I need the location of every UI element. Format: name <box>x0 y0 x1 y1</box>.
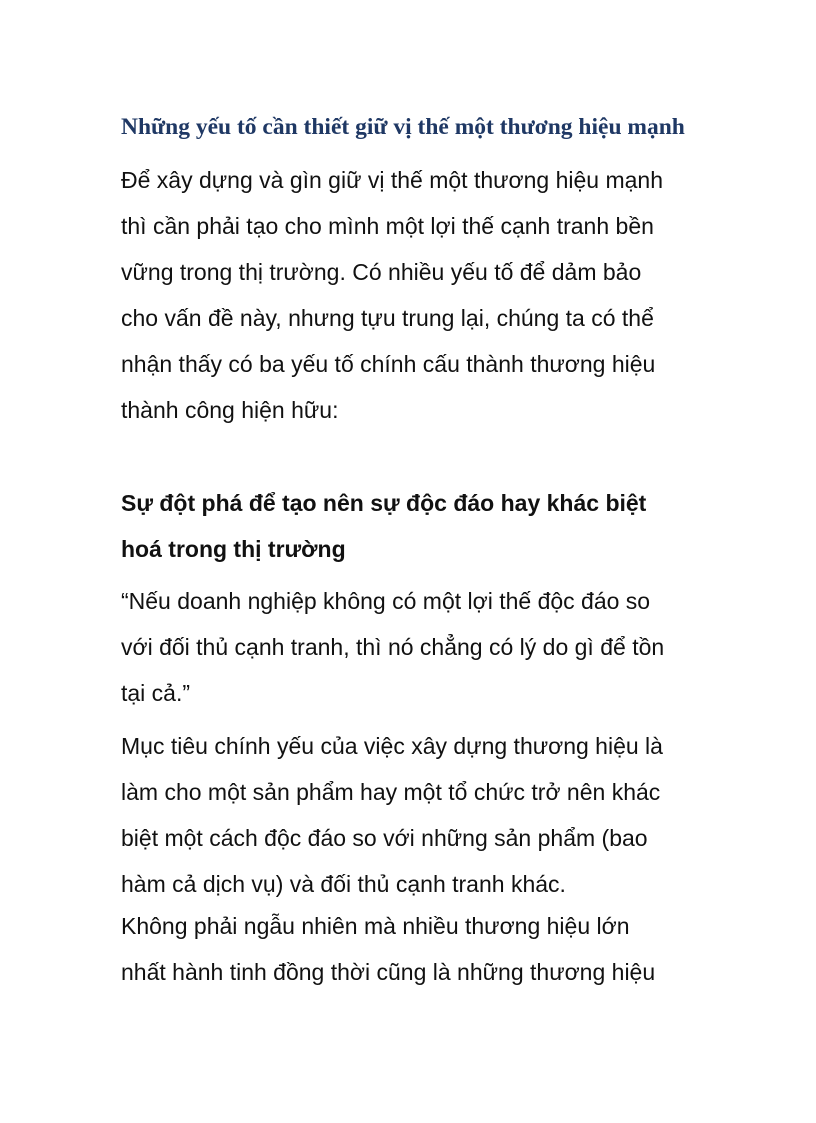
paragraph-line: Mục tiêu chính yếu của việc xây dựng thương hiệu là <box>121 733 663 759</box>
paragraph-line: làm cho một sản phẩm hay một tổ chức trở nên khác <box>121 779 661 805</box>
section-heading-line: hoá trong thị trường <box>121 536 346 562</box>
paragraph-line: Không phải ngẫu nhiên mà nhiều thương hiệu lớn <box>121 913 630 939</box>
paragraph-line: hàm cả dịch vụ) và đối thủ cạnh tranh khác. <box>121 871 566 897</box>
intro-line: thì cần phải tạo cho mình một lợi thế cạnh tranh bền <box>121 213 654 239</box>
intro-line: Để xây dựng và gìn giữ vị thế một thương hiệu mạnh <box>121 167 664 193</box>
page-title: Những yếu tố cần thiết giữ vị thế một thương hiệu mạnh <box>121 114 685 140</box>
section-heading-line: Sự đột phá để tạo nên sự độc đáo hay khác biệt <box>121 490 647 516</box>
quote-paragraph <box>121 578 721 716</box>
quote-line: tại cả.” <box>121 680 191 706</box>
section-heading <box>121 480 721 572</box>
intro-line: nhận thấy có ba yếu tố chính cấu thành thương hiệu <box>121 351 656 377</box>
paragraph-line: biệt một cách độc đáo so với những sản phẩm (bao <box>121 825 648 851</box>
quote-line: với đối thủ cạnh tranh, thì nó chẳng có lý do gì để tồn <box>121 634 665 660</box>
intro-paragraph <box>121 157 721 433</box>
paragraph-line: nhất hành tinh đồng thời cũng là những thương hiệu <box>121 959 656 985</box>
body-paragraph <box>121 723 721 907</box>
intro-line: thành công hiện hữu: <box>121 397 339 423</box>
intro-line: cho vấn đề này, nhưng tựu trung lại, chúng ta có thể <box>121 305 654 331</box>
body-paragraph <box>121 903 721 995</box>
intro-line: vững trong thị trường. Có nhiều yếu tố để dảm bảo <box>121 259 642 285</box>
quote-line: “Nếu doanh nghiệp không có một lợi thế độc đáo so <box>121 588 651 614</box>
